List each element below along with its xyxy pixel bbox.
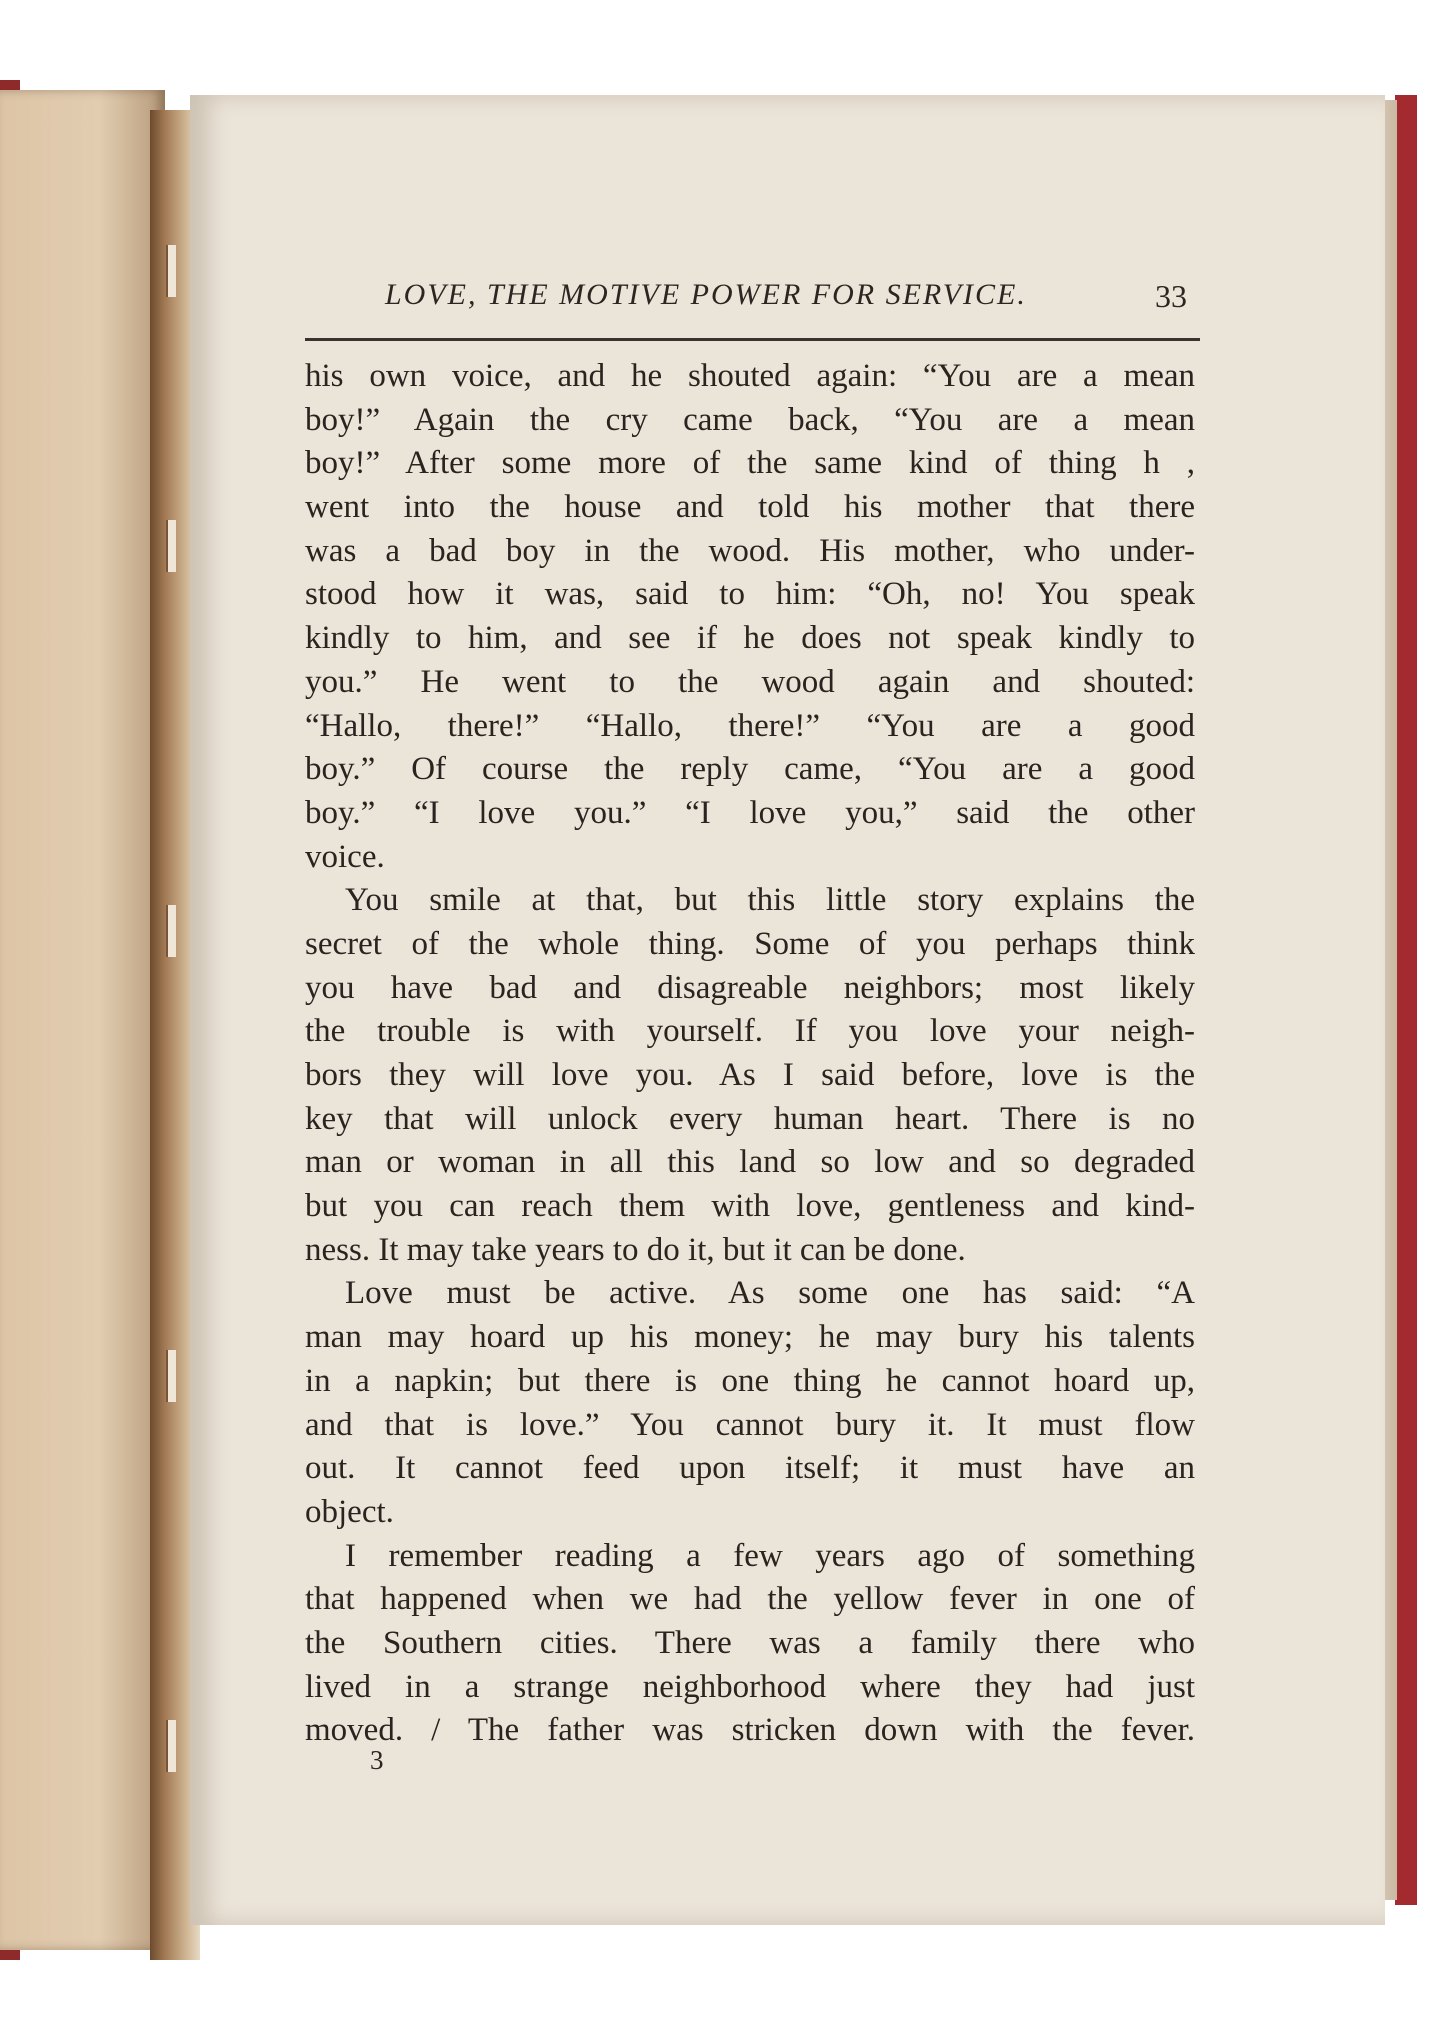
- text-line: You smile at that, but this little story explains the: [345, 882, 1195, 919]
- text-line: Love must be active. As some one has said: “A: [345, 1275, 1195, 1312]
- text-line: boy!” After some more of the same kind of thing h ,: [305, 445, 1195, 482]
- text-line: kindly to him, and see if he does not speak kindly to: [305, 620, 1195, 657]
- binding-stitch: [166, 1720, 176, 1772]
- text-line: bors they will love you. As I said before, love is the: [305, 1057, 1195, 1093]
- signature-mark: 3: [370, 1745, 384, 1775]
- left-page: [0, 90, 165, 1950]
- text-line: voice.: [305, 838, 385, 875]
- page-number: 33: [1155, 278, 1187, 314]
- text-line: went into the house and told his mother that there: [305, 489, 1195, 526]
- running-head: LOVE, THE MOTIVE POWER FOR SERVICE.: [385, 278, 1027, 311]
- text-line: man may hoard up his money; he may bury his talents: [305, 1319, 1195, 1356]
- body-text: [305, 355, 1195, 1753]
- text-line: ness. It may take years to do it, but it can be done.: [305, 1231, 966, 1268]
- text-line: secret of the whole thing. Some of you perhaps think: [305, 925, 1195, 962]
- text-line: out. It cannot feed upon itself; it must have an: [305, 1450, 1195, 1487]
- header-rule: [305, 338, 1200, 341]
- text-line: the Southern cities. There was a family there who: [305, 1624, 1195, 1661]
- right-cover-edge: [1395, 95, 1417, 1905]
- text-line: I remember reading a few years ago of something: [345, 1537, 1195, 1574]
- text-line: his own voice, and he shouted again: “You are a mean: [305, 358, 1195, 394]
- text-line: moved. / The father was stricken down with the fever.: [305, 1712, 1195, 1749]
- text-line: boy.” Of course the reply came, “You are a good: [305, 751, 1195, 788]
- text-line: man or woman in all this land so low and so degraded: [305, 1144, 1195, 1181]
- text-line: lived in a strange neighborhood where they had just: [305, 1668, 1195, 1705]
- text-line: you.” He went to the wood again and shouted:: [305, 663, 1195, 700]
- binding-stitch: [166, 905, 176, 957]
- binding-stitch: [166, 245, 176, 297]
- text-line: in a napkin; but there is one thing he cannot hoard up,: [305, 1362, 1195, 1399]
- text-line: boy!” Again the cry came back, “You are a mean: [305, 401, 1195, 438]
- text-line: you have bad and disagreable neighbors; most likely: [305, 969, 1195, 1006]
- text-line: but you can reach them with love, gentleness and kind-: [305, 1188, 1195, 1225]
- text-line: stood how it was, said to him: “Oh, no! You speak: [305, 576, 1195, 613]
- binding-stitch: [166, 1350, 176, 1402]
- text-line: and that is love.” You cannot bury it. It must flow: [305, 1406, 1195, 1443]
- binding-stitch: [166, 520, 176, 572]
- text-line: key that will unlock every human heart. There is no: [305, 1100, 1195, 1137]
- text-line: object.: [305, 1493, 394, 1530]
- text-line: “Hallo, there!” “Hallo, there!” “You are a good: [305, 707, 1195, 744]
- text-line: boy.” “I love you.” “I love you,” said the other: [305, 794, 1195, 831]
- text-line: that happened when we had the yellow fever in one of: [305, 1581, 1195, 1618]
- text-line: was a bad boy in the wood. His mother, who under-: [305, 532, 1195, 569]
- text-line: the trouble is with yourself. If you love your neigh-: [305, 1013, 1195, 1050]
